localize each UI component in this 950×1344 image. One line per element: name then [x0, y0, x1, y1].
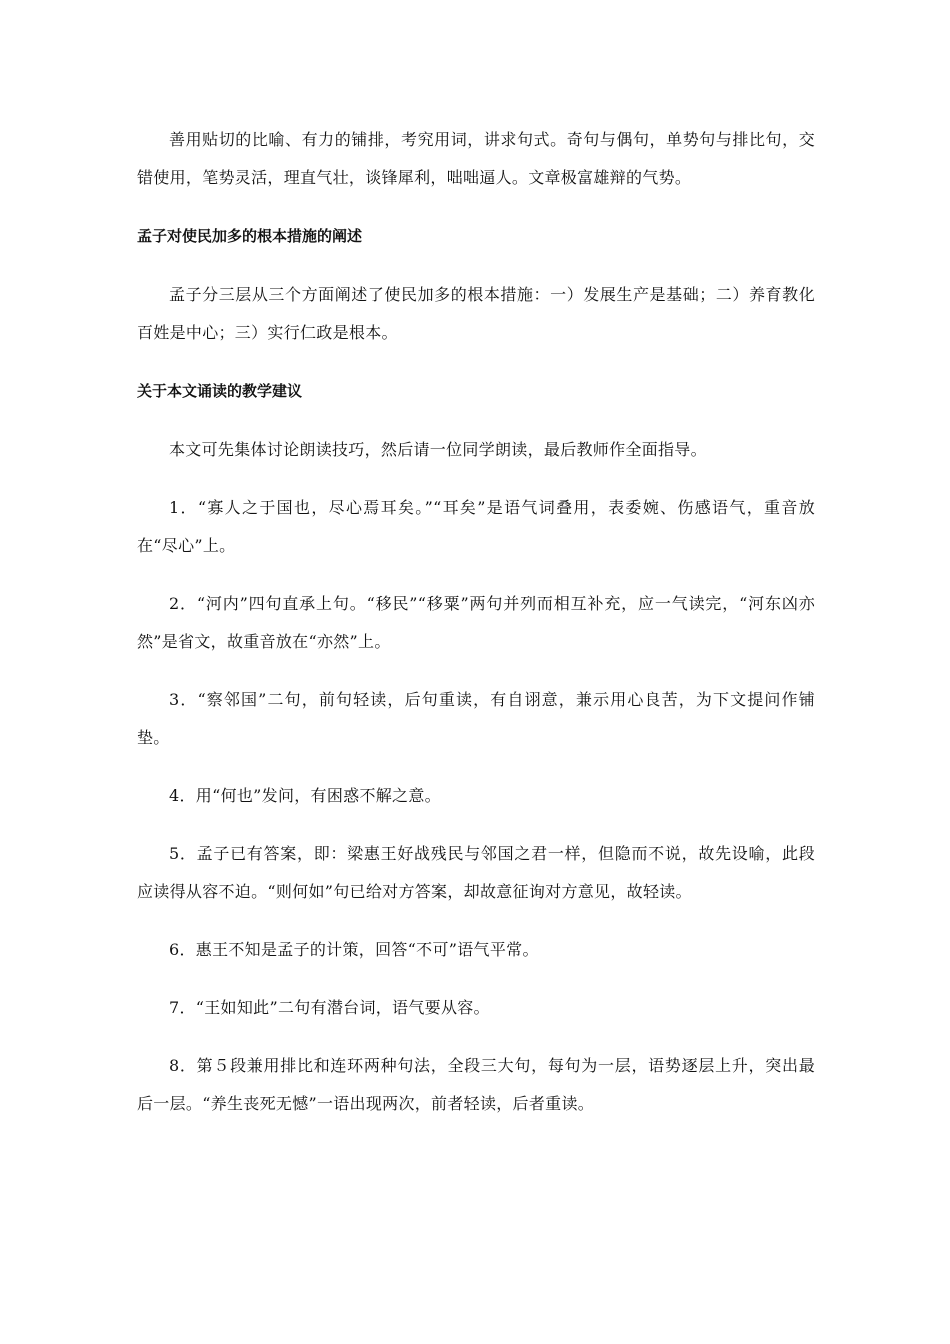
list-item-8: 8．第５段兼用排比和连环两种句法，全段三大句，每句为一层，语势逐层上升，突出最后一层。“养生丧死无憾”一语出现两次，前者轻读，后者重读。 — [137, 1056, 815, 1113]
list-item-1: 1．“寡人之于国也，尽心焉耳矣。”“耳矣”是语气词叠用，表委婉、伤感语气，重音放在“尽心”上。 — [137, 498, 815, 555]
document-body — [137, 121, 815, 1123]
paragraph-rhetoric: 善用贴切的比喻、有力的铺排，考究用词，讲求句式。奇句与偶句，单势句与排比句，交错使用，笔势灵活，理直气壮，谈锋犀利，咄咄逼人。文章极富雄辩的气势。 — [137, 130, 815, 187]
list-item-5: 5．孟子已有答案，即：梁惠王好战残民与邻国之君一样，但隐而不说，故先设喻，此段应读得从容不迫。“则何如”句已给对方答案，却故意征询对方意见，故轻读。 — [137, 844, 815, 901]
list-item-3: 3．“察邻国”二句，前句轻读，后句重读，有自诩意，兼示用心良苦，为下文提问作铺垫。 — [137, 690, 815, 747]
list-item-7: 7．“王如知此”二句有潜台词，语气要从容。 — [169, 998, 490, 1017]
list-item-4: 4．用“何也”发问，有困惑不解之意。 — [169, 786, 441, 805]
paragraph-measures: 孟子分三层从三个方面阐述了使民加多的根本措施：一）发展生产是基础；二）养育教化百姓是中心；三）实行仁政是根本。 — [137, 285, 815, 342]
list-item-2: 2．“河内”四句直承上句。“移民”“移粟”两句并列而相互补充，应一气读完，“河东凶亦然”是省文，故重音放在“亦然”上。 — [137, 594, 815, 651]
section-heading-measures: 孟子对使民加多的根本措施的阐述 — [137, 227, 363, 245]
section-heading-recitation: 关于本文诵读的教学建议 — [137, 382, 303, 400]
list-item-6: 6．惠王不知是孟子的计策，回答“不可”语气平常。 — [169, 940, 539, 959]
paragraph-recitation-intro: 本文可先集体讨论朗读技巧，然后请一位同学朗读，最后教师作全面指导。 — [169, 440, 707, 459]
